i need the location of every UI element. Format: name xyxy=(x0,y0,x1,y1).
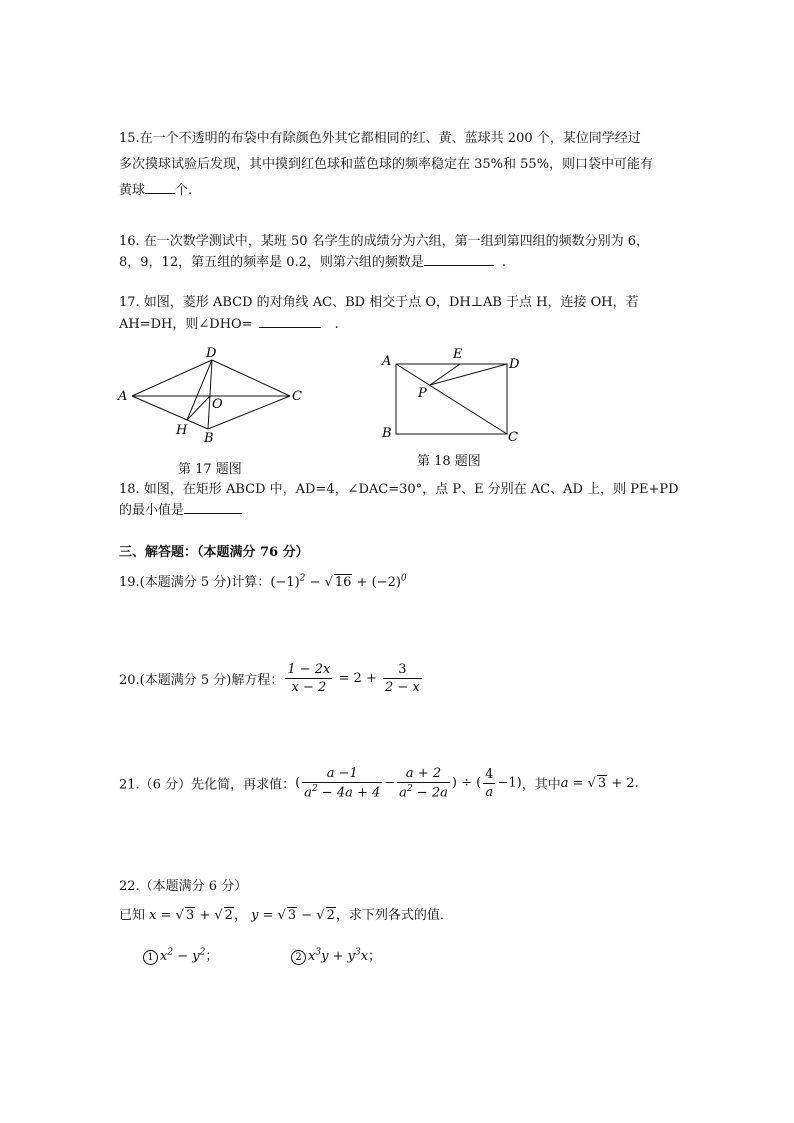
q20-prefix: 20.(本题满分 5 分)解方程： xyxy=(119,673,284,688)
q22-line1a: 已知 xyxy=(119,908,146,923)
q20-equals: = 2 + xyxy=(334,671,381,686)
q17-line2a: AH=DH，则∠DHO= xyxy=(119,317,253,332)
q21-value: a = √ 3 + 2. xyxy=(560,776,639,792)
fig17-label-B: B xyxy=(204,431,214,446)
q16-line2a: 8，9，12，第五组的频率是 0.2，则第六组的频数是 xyxy=(119,255,424,270)
q22-item1: 1 $x^2 - y^2$； xyxy=(143,945,218,965)
q21-fraction-1: $\frac{a -1}{a^2 - 4a + 4}$ xyxy=(304,766,381,801)
fig17-caption: 第 17 题图 xyxy=(178,462,242,477)
q18-line2 xyxy=(119,499,242,518)
q22-item1-number: 1 xyxy=(143,950,158,965)
fig18-segment-PD xyxy=(430,364,507,385)
fig17-label-A: A xyxy=(118,389,128,404)
q17-line2 xyxy=(119,313,339,332)
q15-line3a: 黄球 xyxy=(119,183,146,198)
q22-title: 22.（本题满分 6 分） xyxy=(119,879,248,894)
q17-line1: 17. 如图，菱形 ABCD 的对角线 AC、BD 相交于点 O，DH⊥AB 于点 H，连接 OH，若 xyxy=(119,295,639,310)
fig17-diagonal-DB xyxy=(208,360,212,429)
section3-title: 三、解答题：（本题满分 76 分） xyxy=(119,545,309,560)
q19-prefix: 19.(本题满分 5 分)计算： xyxy=(119,575,271,590)
fig18-segment-PE xyxy=(430,364,460,385)
q17-answer-blank xyxy=(259,315,321,328)
fig17-label-D: D xyxy=(206,346,217,361)
q17-line2b: . xyxy=(334,317,339,332)
fig17-side-BA xyxy=(132,396,208,429)
q18-line2-text: 的最小值是 xyxy=(119,503,185,518)
figure-17-rhombus xyxy=(115,342,315,447)
fig18-label-A: A xyxy=(382,354,392,369)
q20-fraction-right: $\frac{3}{2 - x}$ xyxy=(384,662,420,695)
q16-line2 xyxy=(119,251,506,270)
q22-item2: 2 $x^3y + y^3x$； xyxy=(291,945,381,965)
q16-line1: 16. 在一次数学测试中，某班 50 名学生的成绩分为六组，第一组到第四组的频数分别为 6， xyxy=(119,234,650,249)
q18-line1: 18. 如图，在矩形 ABCD 中，AD=4，∠DAC=30°，点 P、E 分别在 AC、AD 上，则 PE+PD xyxy=(119,482,679,497)
q16-line2b: . xyxy=(501,255,507,270)
fig17-segment-OH xyxy=(187,396,210,420)
fig17-label-H: H xyxy=(176,423,188,438)
fig17-side-DC xyxy=(212,360,290,396)
figure-18-rectangle xyxy=(378,344,528,444)
q15-answer-blank xyxy=(145,181,175,194)
q21-fraction-2: $\frac{a + 2}{a^2 - 2a}$ xyxy=(399,766,448,801)
q21-line: 21.（6 分）先化简，再求值：( $\frac{a -1}{a^2 - 4a + 4}$ − $\frac{a + 2}{a^2 - 2a}$ ) ÷ ( $\frac{4}{a}$ −1)，其中a = √ 3 + 2. xyxy=(119,766,639,801)
q21-fraction-3: $\frac{4}{a}$ xyxy=(485,766,494,800)
q21-prefix: 21.（6 分）先化简，再求值： xyxy=(119,777,296,793)
q15-line3 xyxy=(119,179,192,198)
fig17-label-O: O xyxy=(212,397,223,412)
fig18-label-P: P xyxy=(418,386,427,401)
fig18-label-E: E xyxy=(453,347,463,362)
q20-line xyxy=(119,662,424,695)
q22-line1b: ，求下列各式的值． xyxy=(335,908,453,923)
q15-line1: 15.在一个不透明的布袋中有除颜色外其它都相同的红、黄、蓝球共 200 个，某位同学经过 xyxy=(119,131,641,146)
fig18-label-B: B xyxy=(382,426,392,441)
q21-suffix: ，其中 xyxy=(521,777,561,793)
fig18-diagonal-AC xyxy=(396,364,507,434)
q19-line xyxy=(119,571,407,590)
q22-line1 xyxy=(119,904,453,923)
fig17-side-AD xyxy=(132,360,212,396)
q18-answer-blank xyxy=(184,501,242,514)
q22-item2-number: 2 xyxy=(291,950,306,965)
q16-answer-blank xyxy=(424,253,494,266)
q15-line2: 多次摸球试验后发现，其中摸到红色球和蓝色球的频率稳定在 35%和 55%，则口袋中可能有 xyxy=(119,157,654,172)
q22-given: x = √ 3 + √ 2， y = √ 3 − √ 2 xyxy=(145,908,335,923)
q19-expression: $(-1)^2$ − √ $16 + (-2)^0$ xyxy=(270,573,407,590)
fig17-segment-DH xyxy=(187,360,212,420)
q15-line3b: 个. xyxy=(175,183,193,198)
fig18-label-D: D xyxy=(509,357,520,372)
fig18-label-C: C xyxy=(508,430,518,444)
fig18-caption: 第 18 题图 xyxy=(417,454,481,469)
q20-fraction-left: $\frac{1 - 2x}{x - 2}$ xyxy=(287,662,331,695)
fig17-label-C: C xyxy=(292,389,302,404)
